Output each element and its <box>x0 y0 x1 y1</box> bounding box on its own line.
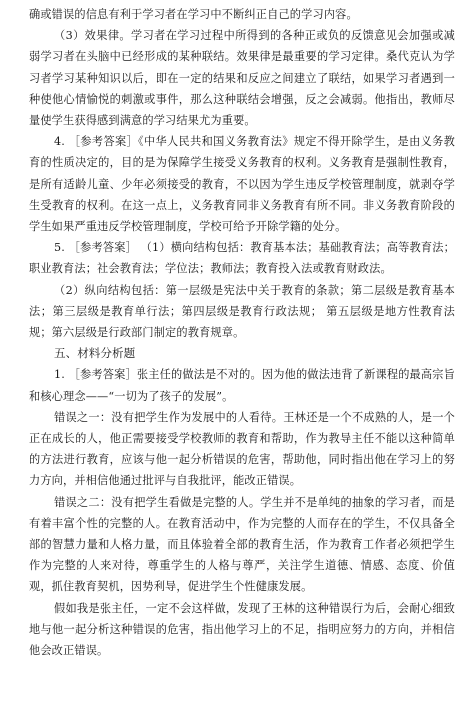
paragraph-vertical-structure: （2）纵向结构包括：第一层级是宪法中关于教育的条款；第二层级是教育基本法；第三层级是教育单行法；第四层级是教育行政法规； 第五层级是地方性教育法规；第六层级是行政部门制定的教育规章。 <box>29 283 455 340</box>
paragraph-error-two: 错误之二：没有把学生看做是完整的人。学生并不是单纯的抽象的学习者，而是有着丰富个性的完整的人。在教育活动中，作为完整的人而存在的学生，不仅具备全部的智慧力量和人格力量，而且体验着全部的教育生活，作为教育工作者必须把学生作为完整的人来对待，尊重学生的人格与尊严，关注学生道德、情感、态度、价值观，抓住教育契机，因势利导，促进学生个性健康发展。 <box>29 495 455 594</box>
paragraph-answer-5: 5. ［参考答案］ （1）横向结构包括：教育基本法；基础教育法；高等教育法；职业教育法；社会教育法；学位法；教师法；教育投入法或教育财政法。 <box>29 241 455 276</box>
paragraph-material-answer-1: 1. ［参考答案］张主任的做法是不对的。因为他的做法违背了新课程的最高宗旨和核心理念——“一切为了孩子的发展”。 <box>29 368 455 403</box>
paragraph-error-one: 错误之一：没有把学生作为发展中的人看待。王林还是一个不成熟的人，是一个正在成长的人，他正需要接受学校教师的教育和帮助，作为教导主任不能以这种简单的方法进行教育，应该与他一起分析错误的危害，帮助他，同时指出他在学习上的努力方向，并相信他通过批评与自我批评，能改正错误。 <box>29 410 455 488</box>
section-heading: 五、材料分析题 <box>54 346 136 361</box>
paragraph-if-i-were: 假如我是张主任，一定不会这样做，发现了王林的这种错误行为后，会耐心细致地与他一起分析这种错误的危害，指出他学习上的不足，指明应努力的方向，并相信他会改正错误。 <box>29 601 455 658</box>
paragraph-answer-4: 4. ［参考答案］《中华人民共和国义务教育法》规定不得开除学生，是由义务教育的性质决定的，目的是为保障学生接受义务教育的权利。义务教育是强制性教育，是所有适龄儿童、少年必须接受的教育，不以因为学生违反学校管理制度，就剥夺学生受教育的权利。在这一点上，义务教育同非义务教育有所不同。非义务教育阶段的学生如果严重违反学校管理制度，学校可给予开除学籍的处分。 <box>29 135 455 234</box>
paragraph-effect-law: （3）效果律。学习者在学习过程中所得到的各种正或负的反馈意见会加强或减弱学习者在头脑中已经形成的某种联结。效果律是最重要的学习定律。桑代克认为学习者学习某种知识以后，即在一定的结果和反应之间建立了联结，如果学习者遇到一种使他心情愉悦的刺激或事件，那么这种联结会增强，反之会减弱。他指出，教师尽量使学生获得感到满意的学习结果尤为重要。 <box>29 29 455 128</box>
paragraph-1: 确或错误的信息有利于学习者在学习中不断纠正自己的学习内容。 <box>29 8 358 21</box>
